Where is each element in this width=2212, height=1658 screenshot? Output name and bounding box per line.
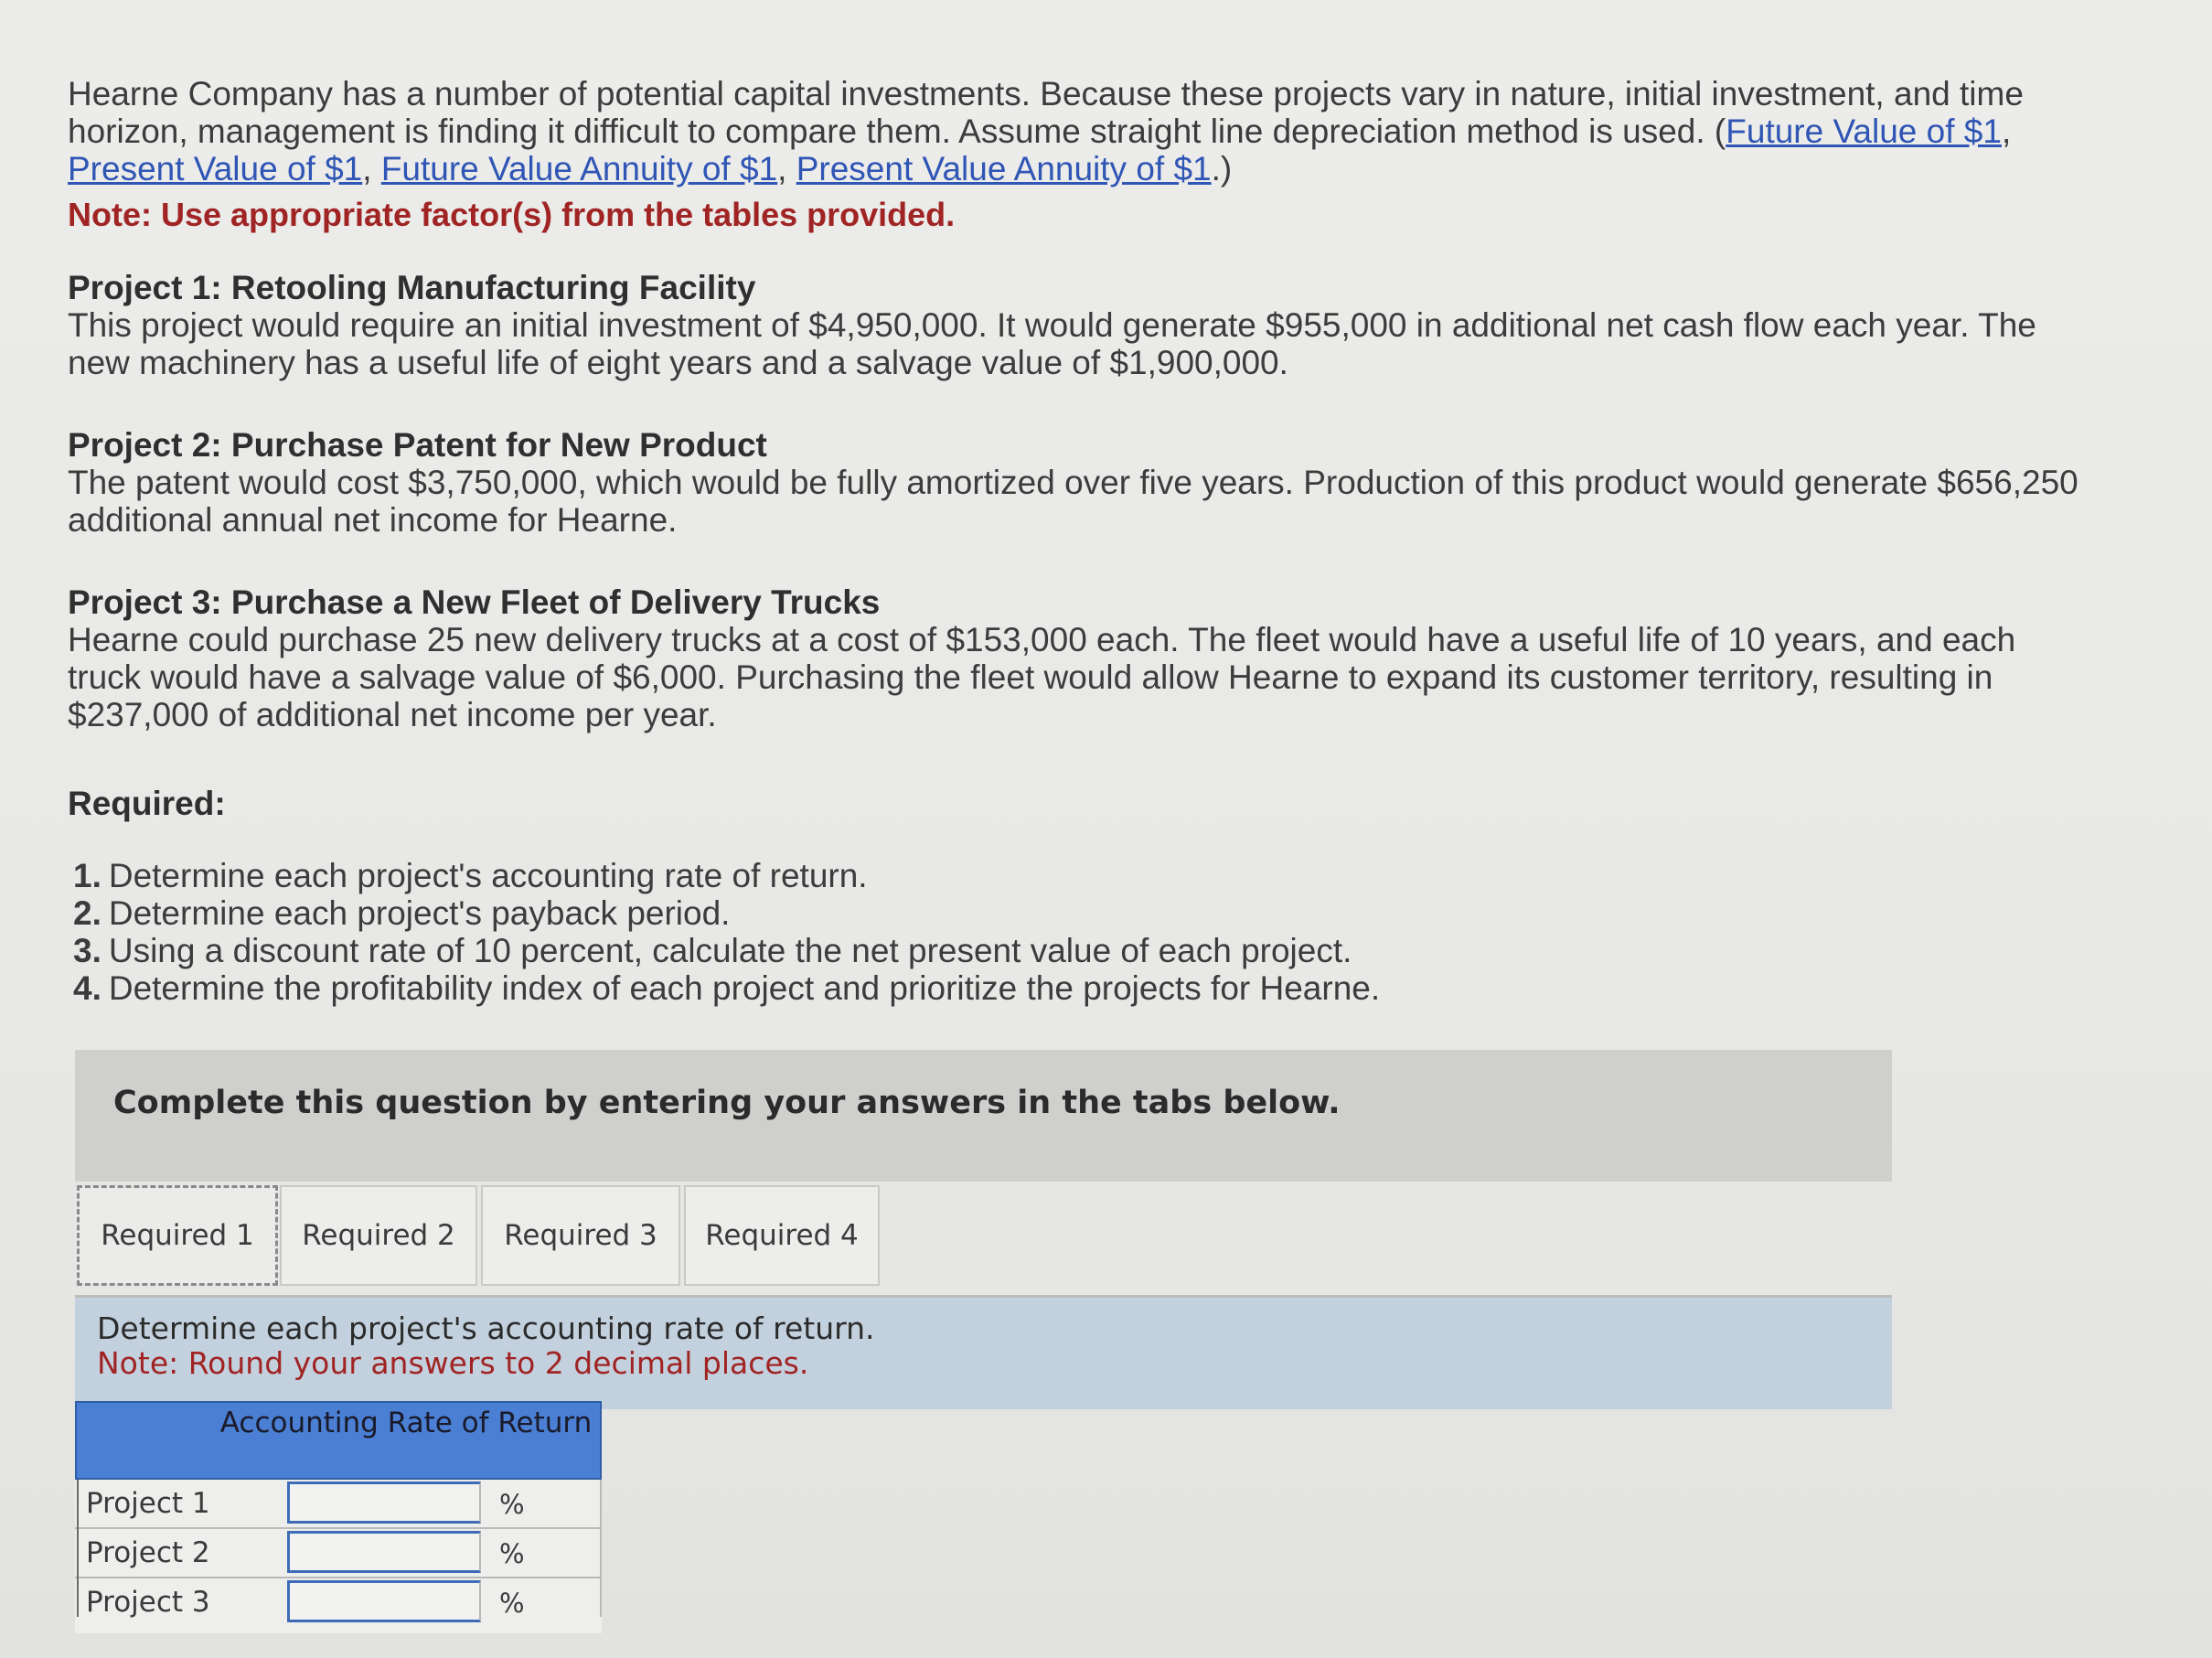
link-future-value-annuity[interactable]: Future Value Annuity of $1 [380,150,778,187]
instruction-panel [75,1050,1892,1182]
panel-instruction: Complete this question by entering your answers in the tabs below. [113,1085,1341,1121]
table-row [75,1480,602,1529]
percent-sign: % [499,1489,525,1520]
required-list [73,857,1380,1007]
list-item-number: 3. [73,932,102,969]
list-item [73,932,1380,969]
factor-note: Note: Use appropriate factor(s) from the tables provided. [68,196,956,233]
rounding-note: Note: Round your answers to 2 decimal places. [97,1345,809,1381]
list-item-text: Determine each project's accounting rate of return. [108,857,868,894]
intro-text-end: .) [1211,150,1233,187]
tab-instruction-box [75,1298,1892,1409]
intro-paragraph [68,75,2079,187]
tab-prompt: Determine each project's accounting rate of return. [97,1310,875,1346]
row-label-project-1: Project 1 [86,1487,210,1520]
project-2-block [68,426,2079,539]
table-right-border [600,1480,602,1617]
project-2-rate-input[interactable] [287,1531,481,1573]
column-header-accounting-rate: Accounting Rate of Return [219,1407,593,1439]
link-present-value[interactable]: Present Value of $1 [68,150,363,187]
project-3-title: Project 3: Purchase a New Fleet of Delivery Trucks [68,583,881,621]
table-row [75,1529,602,1578]
list-item [73,969,1380,1007]
intro-text: Hearne Company has a number of potential capital investments. Because these projects vary in nature, initial investment, and time horizon, management is finding it difficult to compare them. Assume straight line depreciation method is used. ( [68,75,2024,150]
project-1-block [68,269,2079,381]
link-separator: , [362,150,381,187]
list-item-text: Determine each project's payback period. [108,894,731,932]
project-1-body: This project would require an initial investment of $4,950,000. It would generate $955,000 in additional net cash flow each year. The new machinery has a useful life of eight years and a salvage value of $1,900,000. [68,306,2036,381]
project-3-rate-input[interactable] [287,1580,481,1622]
list-item [73,857,1380,894]
list-item [73,894,1380,932]
tab-required-3[interactable]: Required 3 [481,1185,680,1286]
link-present-value-annuity[interactable]: Present Value Annuity of $1 [796,150,1212,187]
list-item-text: Determine the profitability index of each project and prioritize the projects for Hearne. [108,969,1381,1007]
row-label-project-2: Project 2 [86,1536,210,1569]
table-left-border [77,1480,79,1617]
percent-sign: % [499,1588,525,1619]
table-row [75,1578,602,1633]
tab-required-2[interactable]: Required 2 [280,1185,477,1286]
required-heading: Required: [68,785,226,822]
tab-required-1[interactable]: Required 1 [77,1185,278,1286]
project-1-title: Project 1: Retooling Manufacturing Facility [68,269,756,306]
project-3-body: Hearne could purchase 25 new delivery trucks at a cost of $153,000 each. The fleet would have a useful life of 10 years, and each truck would have a salvage value of $6,000. Purchasing the fleet would allow Hearne to expand its customer territory, resulting in $237,000 of additional net income per year. [68,621,2016,733]
list-item-text: Using a discount rate of 10 percent, calculate the net present value of each project. [108,932,1352,969]
link-separator: , [2001,112,2012,150]
list-item-number: 1. [73,857,102,894]
link-separator: , [777,150,796,187]
project-2-title: Project 2: Purchase Patent for New Product [68,426,767,464]
project-2-body: The patent would cost $3,750,000, which would be fully amortized over five years. Production of this product would generate $656,250 additional annual net income for Hearne. [68,464,2078,539]
row-label-project-3: Project 3 [86,1586,210,1619]
link-future-value[interactable]: Future Value of $1 [1726,112,2002,150]
list-item-number: 4. [73,969,102,1007]
project-1-rate-input[interactable] [287,1482,481,1524]
tab-required-4[interactable]: Required 4 [684,1185,880,1286]
percent-sign: % [499,1538,525,1569]
list-item-number: 2. [73,894,102,932]
project-3-block [68,583,2079,733]
